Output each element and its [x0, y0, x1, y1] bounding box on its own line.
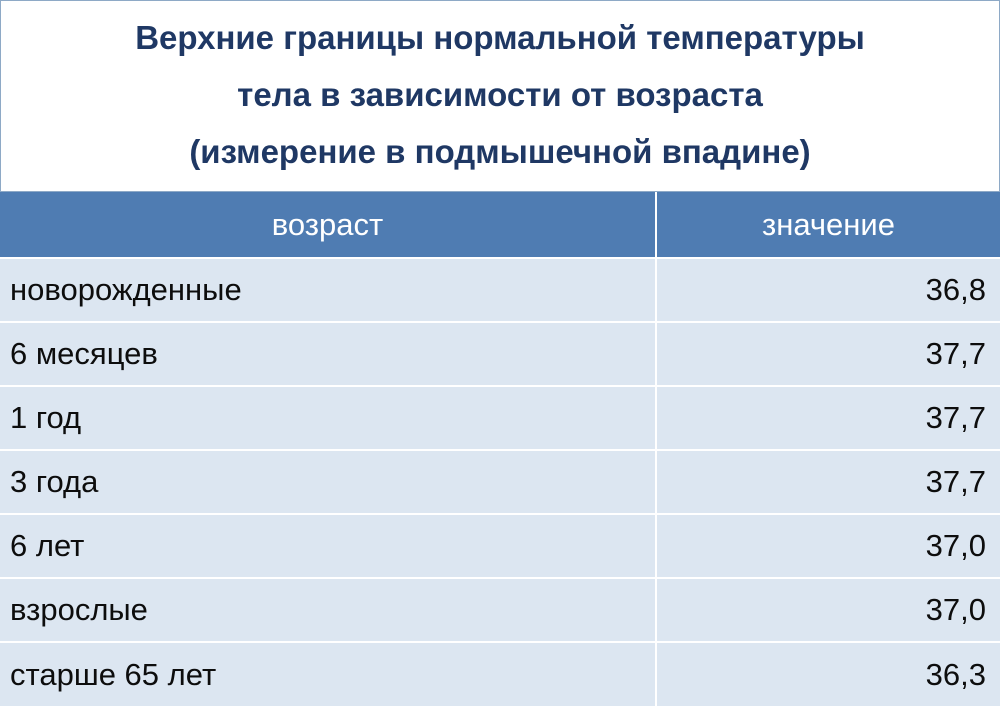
table-row [0, 514, 1000, 578]
cell-value: 36,8 [656, 258, 1000, 322]
cell-age: 3 года [0, 450, 656, 514]
table-row [0, 386, 1000, 450]
cell-age: новорожденные [0, 258, 656, 322]
page-title-line-3: (измерение в подмышечной впадине) [189, 132, 811, 170]
table-row [0, 642, 1000, 706]
table-body [0, 258, 1000, 706]
page-title-line-2: тела в зависимости от возраста [237, 75, 763, 113]
table-row [0, 578, 1000, 642]
cell-value: 37,0 [656, 578, 1000, 642]
table-row [0, 258, 1000, 322]
cell-value: 37,7 [656, 450, 1000, 514]
cell-age: 6 лет [0, 514, 656, 578]
column-header-age: возраст [0, 192, 656, 258]
cell-age: старше 65 лет [0, 642, 656, 706]
document-title-block [0, 0, 1000, 192]
cell-value: 37,7 [656, 386, 1000, 450]
cell-age: 6 месяцев [0, 322, 656, 386]
table-row [0, 450, 1000, 514]
temperature-table [0, 192, 1000, 706]
cell-value: 37,7 [656, 322, 1000, 386]
cell-age: 1 год [0, 386, 656, 450]
cell-value: 36,3 [656, 642, 1000, 706]
cell-age: взрослые [0, 578, 656, 642]
table-header-row [0, 192, 1000, 258]
table-row [0, 322, 1000, 386]
cell-value: 37,0 [656, 514, 1000, 578]
page-title-line-1: Верхние границы нормальной температуры [135, 18, 865, 56]
column-header-value: значение [656, 192, 1000, 258]
table-header [0, 192, 1000, 258]
